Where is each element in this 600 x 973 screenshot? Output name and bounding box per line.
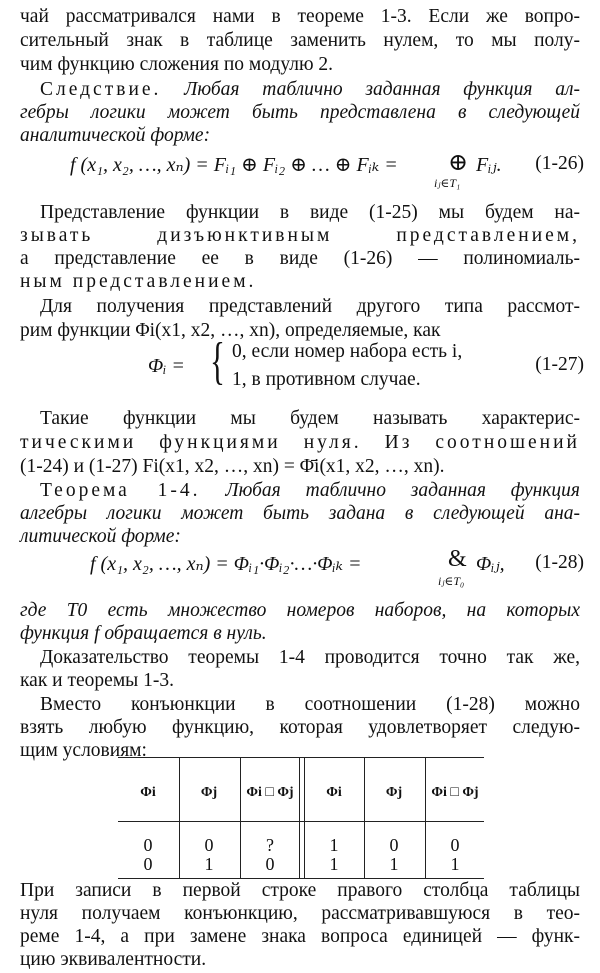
table-cell: 1 [389,854,399,874]
text-line: чай рассматривался нами в теореме 1-3. Если же вопро- [20,6,580,27]
oplus-operator: ⊕ [448,150,469,176]
table-cell: 0 [143,854,153,874]
table-rule [118,878,484,879]
truth-table [118,757,484,879]
text-line: зывать дизъюнктивным представлением, [20,225,580,246]
left-brace: { [209,333,225,390]
text-line: рим функции Φi(x1, x2, …, xn), определяемые, как [20,320,441,341]
text-line: Для получения представлений другого типа рассмот- [40,296,580,317]
text-line: нуля получаем конъюнкцию, рассматривавшуюся в тео- [20,903,580,924]
corollary-text: Любая таблично заданная функция ал- [161,79,580,100]
theorem-text: Любая таблично заданная функция [200,480,580,501]
table-cell: 0 [265,854,275,874]
equation-number: (1-26) [535,153,584,174]
table-cell: 1 [450,854,460,874]
text-line: где T0 есть множество номеров наборов, на которых [20,600,580,621]
text-line: а представление ее в виде (1-26) — полиномиаль- [20,248,580,269]
text-line: щим условиям: [20,740,147,761]
table-cell: 0 [389,835,399,855]
text-line: тическими функциями нуля. Из соотношений [20,432,580,453]
corollary-line [40,79,580,101]
formula-1-28: f (x₁, x₂, …, xₙ) = Φᵢ₁·Φᵢ₂·…·Φᵢₖ = [90,553,362,575]
equation-number: (1-27) [535,354,584,375]
table-cell: 1 [204,854,214,874]
text-line: алгебры логики может быть задана в следующей ана- [20,503,580,524]
table-cell: 0 [450,835,460,855]
text-line: литической форме: [20,526,181,547]
text-line: Представление функции в виде (1-25) мы будем на- [40,202,580,223]
text-line: реме 1-4, а при замене знака вопроса единицей — функ- [20,926,580,947]
text-line: взять любую функцию, которая удовлетворяет следую- [20,717,580,738]
text-line: функция f обращается в нуль. [20,623,267,644]
and-operator: & [448,546,467,572]
header-cell: Φj [200,785,218,800]
table-cell: 1 [329,835,339,855]
text-line: Доказательство теоремы 1-4 проводится точно так же, [40,647,580,668]
theorem-line [40,480,580,502]
text-line: аналитической форме: [20,125,211,146]
table-cell: 0 [204,835,214,855]
text-line: чим функцию сложения по модулю 2. [20,54,334,75]
header-cell: Φj [385,785,403,800]
text-line: (1-24) и (1-27) Fi(x1, x2, …, xn) = Φ̄i(x1, x2, …, xn). [20,456,445,477]
text-line: ным представлением. [20,271,257,292]
table-cell: 0 [143,835,153,855]
text-line: цию эквивалентности. [20,949,207,970]
formula-term: Fᵢⱼ. [476,154,502,176]
text-line: гебры логики может быть представлена в следующей [20,102,580,123]
equation-number: (1-28) [535,552,584,573]
table-cell: 1 [329,854,339,874]
header-cell: Φi [326,785,342,800]
header-cell: Φi [140,785,156,800]
operator-index: iⱼ∈T₀ [438,574,465,588]
corollary-label: Следствие. [40,79,162,100]
text-line: Такие функции мы будем называть характерис- [40,408,580,429]
operator-index: iⱼ∈T₁ [434,176,461,190]
case-line: 1, в противном случае. [232,369,421,390]
text-line: сительный знак в таблице заменить нулем, то мы полу- [20,30,580,51]
formula-1-26: f (x₁, x₂, …, xₙ) = Fᵢ₁ ⊕ Fᵢ₂ ⊕ … ⊕ Fᵢₖ = [70,154,398,176]
table-rule [118,757,484,758]
theorem-label: Теорема 1-4. [40,480,201,501]
text-line: как и теоремы 1-3. [20,670,175,691]
case-line: 0, если номер набора есть i, [232,341,463,362]
text-line: При записи в первой строке правого столбца таблицы [20,880,580,901]
formula-term: Φᵢⱼ, [476,553,505,575]
header-cell: Φi □ Φj [431,785,479,800]
formula-1-27-lhs: Φᵢ = [148,355,185,377]
text-line: Вместо конъюнкции в соотношении (1-28) можно [40,694,580,715]
header-cell: Φi □ Φj [246,785,294,800]
table-rule [118,821,484,822]
table-cell: ? [266,835,274,855]
